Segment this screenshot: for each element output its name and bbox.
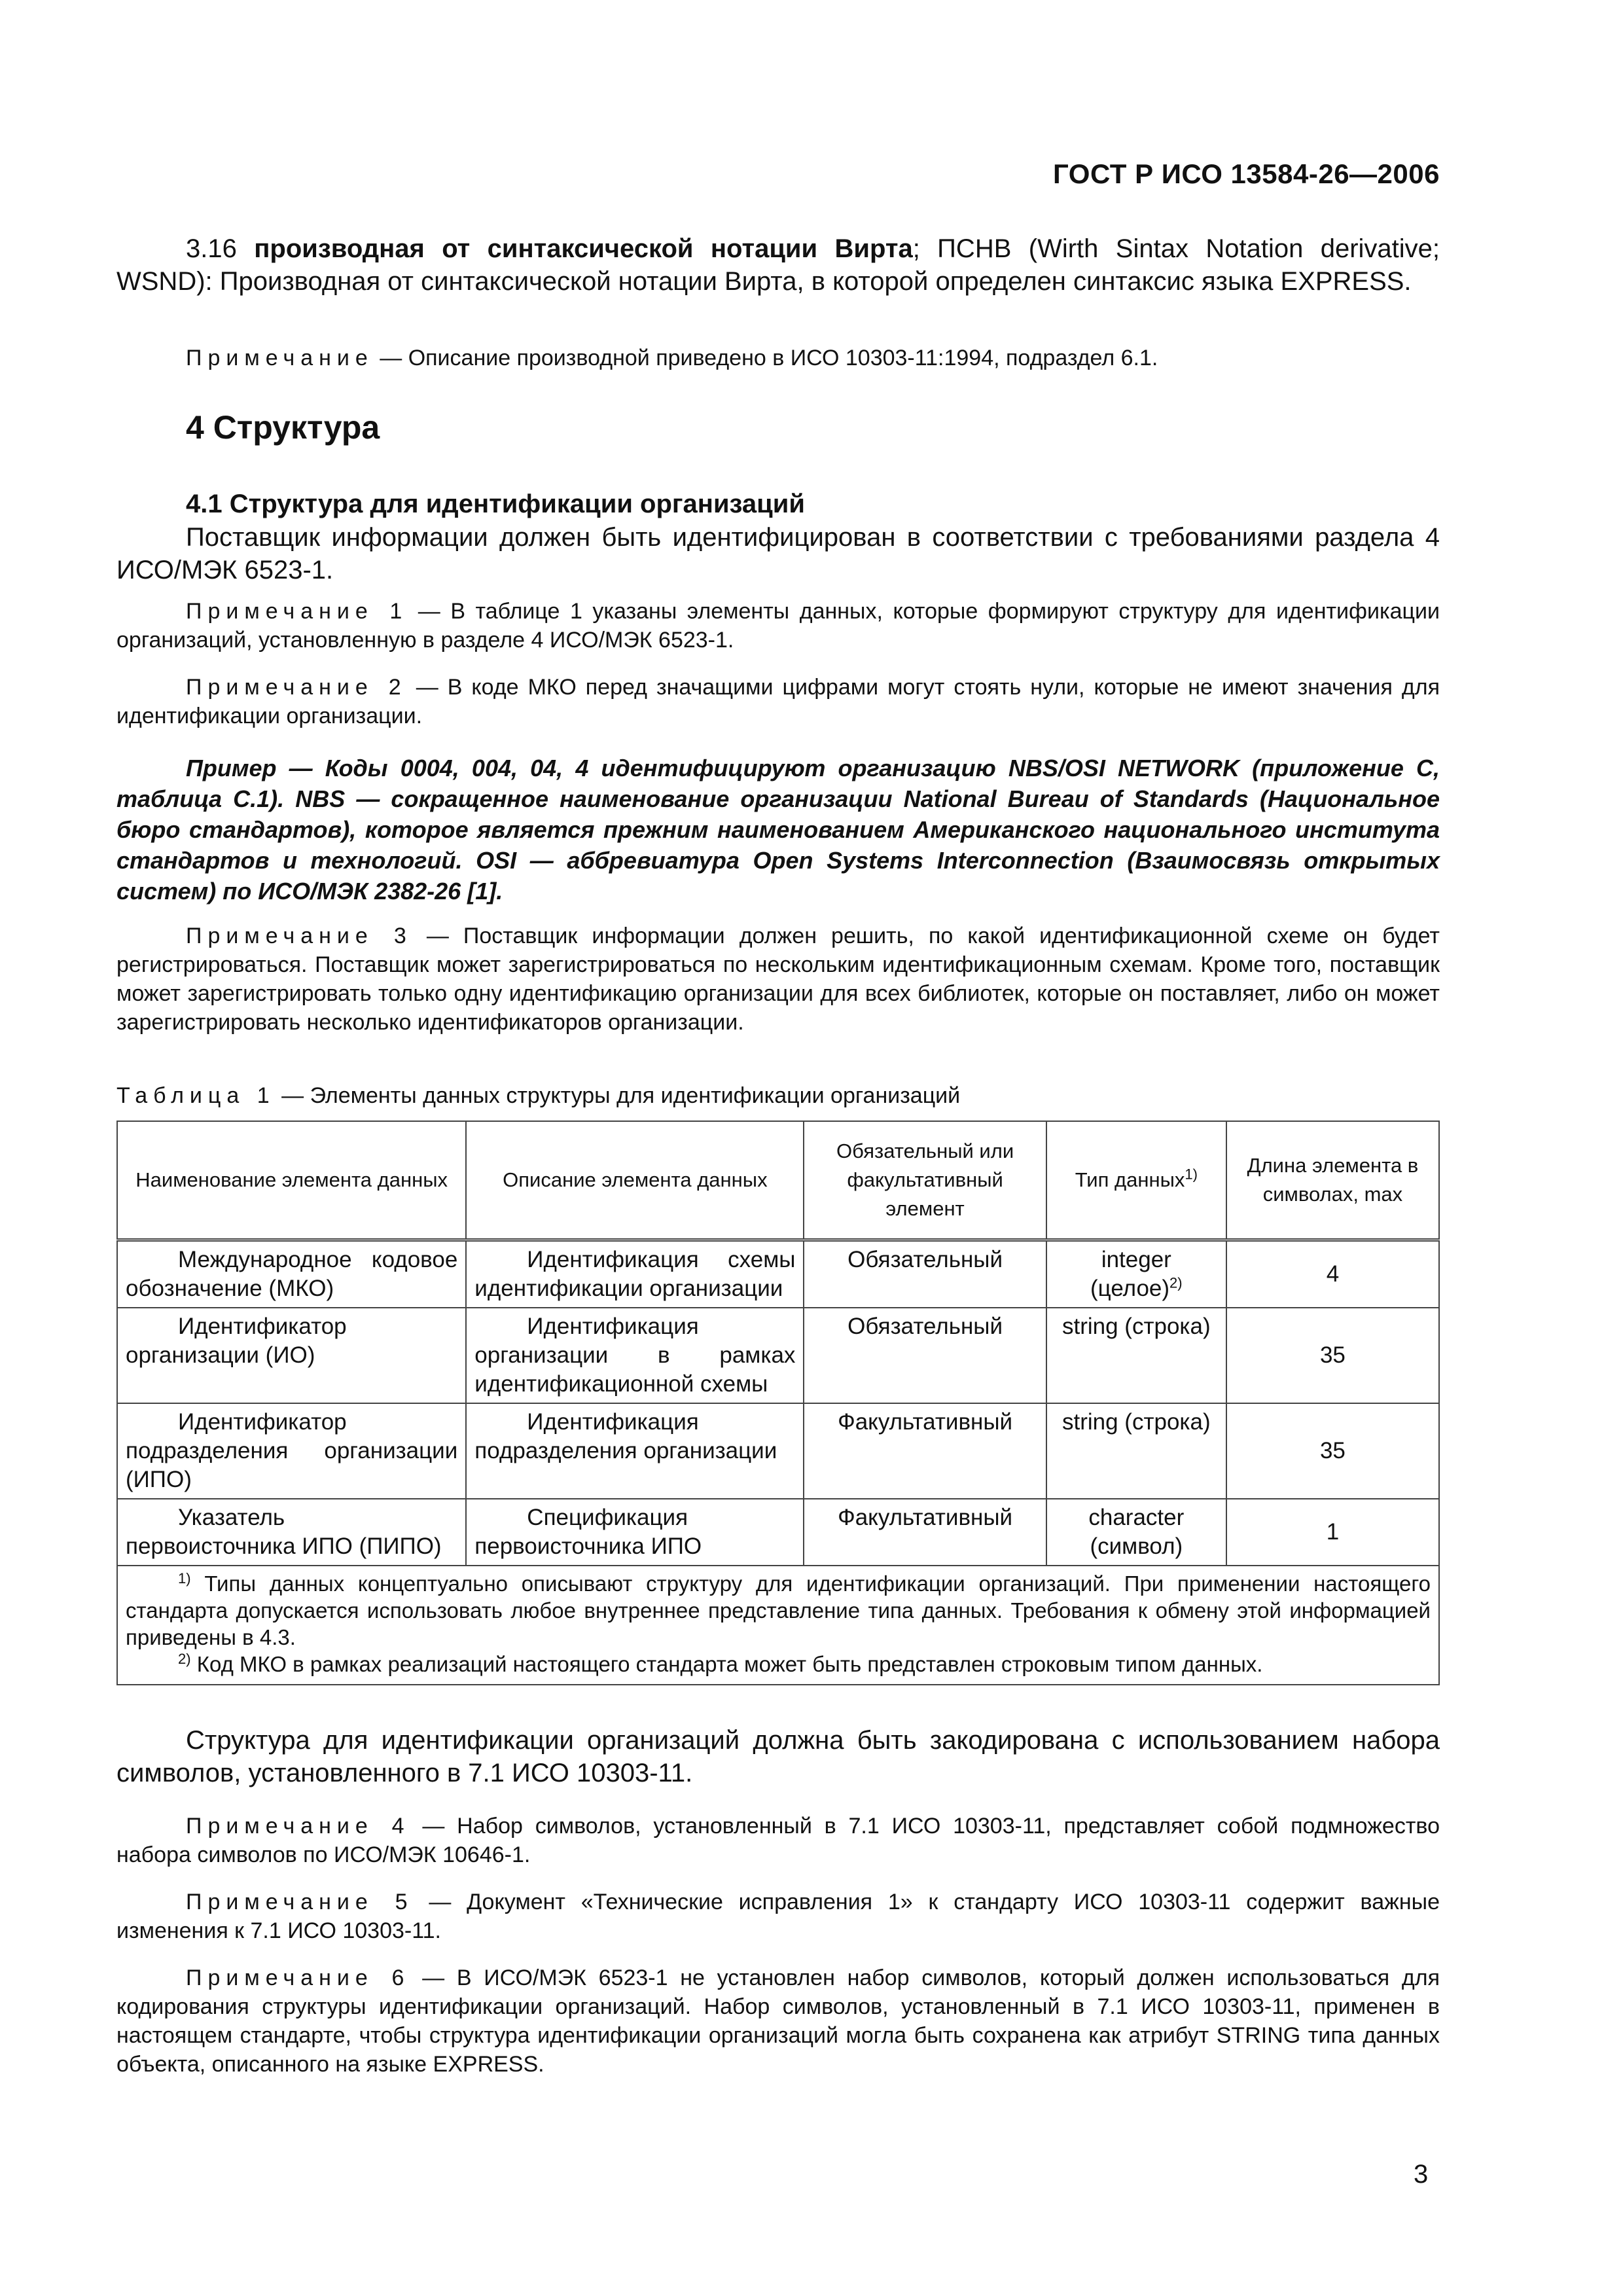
cell-type-sup: 2) [1169,1274,1183,1291]
note-4 [116,1812,1440,1869]
example-paragraph: Пример — Коды 0004, 004, 04, 4 идентифицируют организацию NBS/OSI NETWORK (приложение С, таблица С.1). NBS — сокращенное наименование организации National Bureau of Standards (Национальное бюро стандартов), которое является прежним наименованием Американского национального института стандартов и технологий. OSI — аббревиатура Open Systems Interconnection (Взаимосвязь открытых систем) по ИСО/МЭК 2382-26 [1]. [116,755,1440,905]
cell-description: Идентификация подразделения организации [466,1403,804,1499]
note-5-label: Примечание 5 [186,1890,414,1914]
subsection-title: 4.1 Структура для идентификации организаций [186,490,805,518]
cell-mandatory: Факультативный [804,1499,1046,1566]
data-elements-table [116,1121,1440,1685]
note-6 [116,1964,1440,2079]
table-row [117,1308,1439,1403]
header-element-description: Описание элемента данных [466,1121,804,1240]
header-length: Длина элемента в символах, max [1226,1121,1439,1240]
subsection-paragraph: Поставщик информации должен быть идентифицирован в соответствии с требованиями раздела 4 ИСО/МЭК 6523-1. [116,523,1440,584]
cell-length: 4 [1226,1240,1439,1308]
footnote-2-mark: 2) [178,1651,191,1667]
note-3-text: — Поставщик информации должен решить, по какой идентификационной схеме он будет регистрироваться. Поставщик может зарегистрироваться по нескольким идентификационным схемам. Кроме того, поставщик может зарегистрировать только одну идентификацию организации для всех библиотек, которые он поставляет, либо он может зарегистрировать несколько идентификаторов организации. [116,924,1440,1035]
header-mandatory: Обязательный или факультативный элемент [804,1121,1046,1240]
header-data-type [1046,1121,1226,1240]
cell-type-text: integer (целое) [1090,1247,1171,1301]
term-rest: ; ПСНВ (Wirth Sintax Notation derivative; WSND): Производная от синтаксической нотации Вирта, в которой определен синтаксис языка EXPRESS. [116,234,1440,296]
table-row [117,1499,1439,1566]
note-1-label: Примечание 1 [186,599,408,624]
standard-code: ГОСТ Р ИСО 13584-26—2006 [1053,158,1440,189]
cell-name: Международное кодовое обозначение (МКО) [117,1240,466,1308]
note-3 [116,922,1440,1037]
cell-type: string (строка) [1046,1308,1226,1403]
cell-mandatory: Обязательный [804,1240,1046,1308]
table-caption [116,1081,1440,1110]
cell-description: Идентификация схемы идентификации организации [466,1240,804,1308]
cell-mandatory: Факультативный [804,1403,1046,1499]
term-bold: производная от синтаксической нотации Вирта [254,234,913,263]
table-header-row [117,1121,1439,1240]
cell-name: Указатель первоисточника ИПО (ПИПО) [117,1499,466,1566]
table-row [117,1403,1439,1499]
note-1 [116,597,1440,655]
cell-description: Спецификация первоисточника ИПО [466,1499,804,1566]
table-caption-label: Таблица 1 [116,1083,276,1108]
note-top-label: Примечание [186,346,374,370]
table-caption-text: — Элементы данных структуры для идентификации организаций [275,1083,961,1108]
table-footnotes [117,1566,1439,1685]
note-1-text: — В таблице 1 указаны элементы данных, которые формируют структуру для идентификации организаций, установленную в разделе 4 ИСО/МЭК 6523-1. [116,599,1440,653]
page-number: 3 [1414,2160,1429,2189]
note-6-text: — В ИСО/МЭК 6523-1 не установлен набор символов, который должен использоваться для кодирования структуры идентификации организаций. Набор символов, установленный в 7.1 ИСО 10303-11, применен в настоящем стандарте, чтобы структура идентификации организаций могла быть сохранена как атрибут STRING типа данных объекта, описанного на языке EXPRESS. [116,1965,1440,2077]
footnote-2-text: Код МКО в рамках реализаций настоящего стандарта может быть представлен строковым типом данных. [190,1652,1263,1676]
note-5 [116,1888,1440,1945]
cell-name: Идентификатор организации (ИО) [117,1308,466,1403]
cell-length: 1 [1226,1499,1439,1566]
table-footnote-1 [126,1570,1431,1651]
note-6-label: Примечание 6 [186,1965,410,1990]
charset-paragraph: Структура для идентификации организаций должна быть закодирована с использованием набора символов, установленного в 7.1 ИСО 10303-11. [116,1726,1440,1787]
note-3-label: Примечание 3 [186,924,412,948]
cell-length: 35 [1226,1308,1439,1403]
cell-length: 35 [1226,1403,1439,1499]
section-title: 4 Структура [186,409,380,446]
table-footnote-2 [126,1651,1431,1677]
table-row [117,1240,1439,1308]
note-5-text: — Документ «Технические исправления 1» к стандарту ИСО 10303-11 содержит важные изменения к 7.1 ИСО 10303-11. [116,1890,1440,1943]
header-data-type-label: Тип данных [1075,1168,1185,1191]
note-2 [116,673,1440,730]
note-4-text: — Набор символов, установленный в 7.1 ИСО 10303-11, представляет собой подмножество набора символов по ИСО/МЭК 10646-1. [116,1814,1440,1867]
note-4-label: Примечание 4 [186,1814,410,1839]
table-footnotes-row [117,1566,1439,1685]
header-data-type-sup: 1) [1185,1166,1198,1183]
term-3-16 [116,232,1440,298]
note-2-text: — В коде МКО перед значащими цифрами могут стоять нули, которые не имеют значения для идентификации организации. [116,675,1440,728]
footnote-1-text: Типы данных концептуально описывают структуру для идентификации организаций. При применении настоящего стандарта допускается использовать любое внутреннее представление типа данных. Требования к обмену этой информацией приведены в 4.3. [126,1571,1431,1649]
header-element-name: Наименование элемента данных [117,1121,466,1240]
cell-type: string (строка) [1046,1403,1226,1499]
cell-mandatory: Обязательный [804,1308,1046,1403]
note-top [116,344,1440,372]
cell-type [1046,1240,1226,1308]
note-top-text: — Описание производной приведено в ИСО 10303-11:1994, подраздел 6.1. [373,346,1158,370]
cell-name: Идентификатор подразделения организации (ИПО) [117,1403,466,1499]
term-number: 3.16 [186,234,237,263]
note-2-label: Примечание 2 [186,675,407,700]
cell-type: character (символ) [1046,1499,1226,1566]
cell-description: Идентификация организации в рамках идентификационной схемы [466,1308,804,1403]
footnote-1-mark: 1) [178,1570,191,1587]
